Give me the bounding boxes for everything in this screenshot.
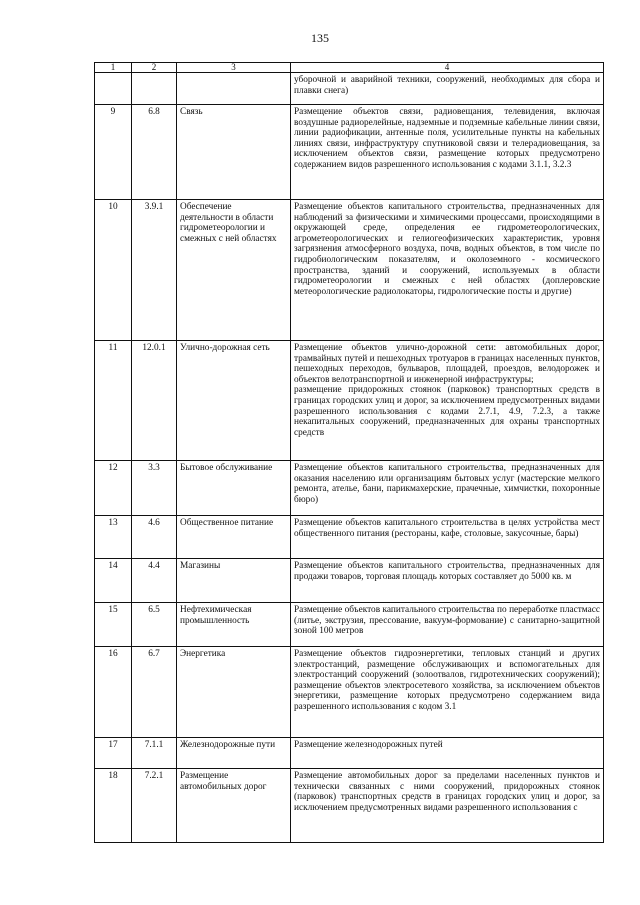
table-row	[95, 738, 604, 769]
table-row	[95, 516, 604, 559]
row-description: Размещение железнодорожных путей	[291, 738, 604, 769]
header-col-4: 4	[291, 63, 604, 73]
row-name: Обеспечение деятельности в области гидрометеорологии и смежных с ней областях	[177, 200, 291, 341]
header-row	[95, 63, 604, 73]
table-row	[95, 105, 604, 200]
row-number: 12	[95, 461, 132, 516]
table-row	[95, 647, 604, 738]
row-description: Размещение объектов капитального строительства, предназначенных для продажи товаров, торговая площадь которых составляет до 5000 кв. м	[291, 559, 604, 603]
row-number: 10	[95, 200, 132, 341]
row-description: Размещение объектов связи, радиовещания, телевидения, включая воздушные радиорелейные, надземные и подземные кабельные линии связи, линии радиофикации, антенные поля, усилительные пункты на кабельных линиях связи, инфраструктуру спутниковой связи и телерадиовещания, за исключением объектов связи, размещение которых предусмотрено содержанием видов разрешенного использования с кодами 3.1.1, 3.2.3	[291, 105, 604, 200]
row-name: Магазины	[177, 559, 291, 603]
table-row	[95, 200, 604, 341]
row-description: Размещение объектов капитального строительства в целях устройства мест общественного питания (рестораны, кафе, столовые, закусочные, бары)	[291, 516, 604, 559]
page-number: 135	[311, 31, 329, 45]
table-row	[95, 559, 604, 603]
row-number: 11	[95, 341, 132, 461]
table-row	[95, 461, 604, 516]
continuation-text: уборочной и аварийной техники, сооружений, необходимых для сбора и плавки снега)	[291, 73, 604, 105]
row-code: 3.3	[132, 461, 177, 516]
row-description: Размещение объектов гидроэнергетики, тепловых станций и других электростанций, размещение обслуживающих и вспомогательных для электростанций сооружений (золоотвалов, гидротехнических сооружений); размещение объектов электросетевого хозяйства, за исключением объектов энергетики, размещение которых предусмотрено содержанием вида разрешенного использования с кодом 3.1	[291, 647, 604, 738]
row-description: Размещение объектов капитального строительства, предназначенных для наблюдений за физическими и химическими процессами, происходящими в окружающей среде, определения ее гидрометеорологических, агрометеорологических и гелиогеофизических характеристик, уровня загрязнения атмосферного воздуха, почв, водных объектов, в том числе по гидробиологическим показателям, и околоземного - космического пространства, зданий и сооружений, используемых в области гидрометеорологии и смежных с ней областях (доплеровские метеорологические радиолокаторы, гидрологические посты и другие)	[291, 200, 604, 341]
row-description: Размещение автомобильных дорог за пределами населенных пунктов и технически связанных с ними сооружений, придорожных стоянок (парковок) транспортных средств в границах городских улиц и дорог, за исключением предусмотренных видами разрешенного использования с	[291, 769, 604, 843]
row-name: Размещение автомобильных дорог	[177, 769, 291, 843]
row-code: 6.5	[132, 603, 177, 647]
row-code: 7.2.1	[132, 769, 177, 843]
table-row	[95, 341, 604, 461]
row-number: 15	[95, 603, 132, 647]
row-name: Связь	[177, 105, 291, 200]
row-name: Улично-дорожная сеть	[177, 341, 291, 461]
row-code: 12.0.1	[132, 341, 177, 461]
row-description: Размещение объектов капитального строительства, предназначенных для оказания населению или организациям бытовых услуг (мастерские мелкого ремонта, ателье, бани, парикмахерские, прачечные, химчистки, похоронные бюро)	[291, 461, 604, 516]
header-col-3: 3	[177, 63, 291, 73]
row-number: 16	[95, 647, 132, 738]
row-name: Бытовое обслуживание	[177, 461, 291, 516]
continuation-row	[95, 73, 604, 105]
row-code: 3.9.1	[132, 200, 177, 341]
row-code: 4.6	[132, 516, 177, 559]
row-code: 7.1.1	[132, 738, 177, 769]
table-row	[95, 769, 604, 843]
header-col-2: 2	[132, 63, 177, 73]
row-description: Размещение объектов улично-дорожной сети: автомобильных дорог, трамвайных путей и пешеходных тротуаров в границах населенных пунктов, пешеходных переходов, бульваров, площадей, проездов, велодорожек и объектов велотранспортной и инженерной инфраструктуры; размещение придорожных стоянок (парковок) транспортных средств в границах городских улиц и дорог, за исключением предусмотренных видами разрешенного использования с кодами 2.7.1, 4.9, 7.2.3, а также некапитальных сооружений, предназначенных для охраны транспортных средств	[291, 341, 604, 461]
table-row	[95, 603, 604, 647]
row-name: Энергетика	[177, 647, 291, 738]
header-col-1: 1	[95, 63, 132, 73]
land-use-table	[94, 62, 604, 843]
row-number: 17	[95, 738, 132, 769]
row-number: 14	[95, 559, 132, 603]
row-code: 4.4	[132, 559, 177, 603]
row-description: Размещение объектов капитального строительства по переработке пластмасс (литье, экструзия, прессование, вакуум-формование) с санитарно-защитной зоной 100 метров	[291, 603, 604, 647]
row-number: 13	[95, 516, 132, 559]
row-number: 18	[95, 769, 132, 843]
row-name: Железнодорожные пути	[177, 738, 291, 769]
row-number: 9	[95, 105, 132, 200]
row-code: 6.7	[132, 647, 177, 738]
row-name: Общественное питание	[177, 516, 291, 559]
row-name: Нефтехимическая промышленность	[177, 603, 291, 647]
row-code: 6.8	[132, 105, 177, 200]
